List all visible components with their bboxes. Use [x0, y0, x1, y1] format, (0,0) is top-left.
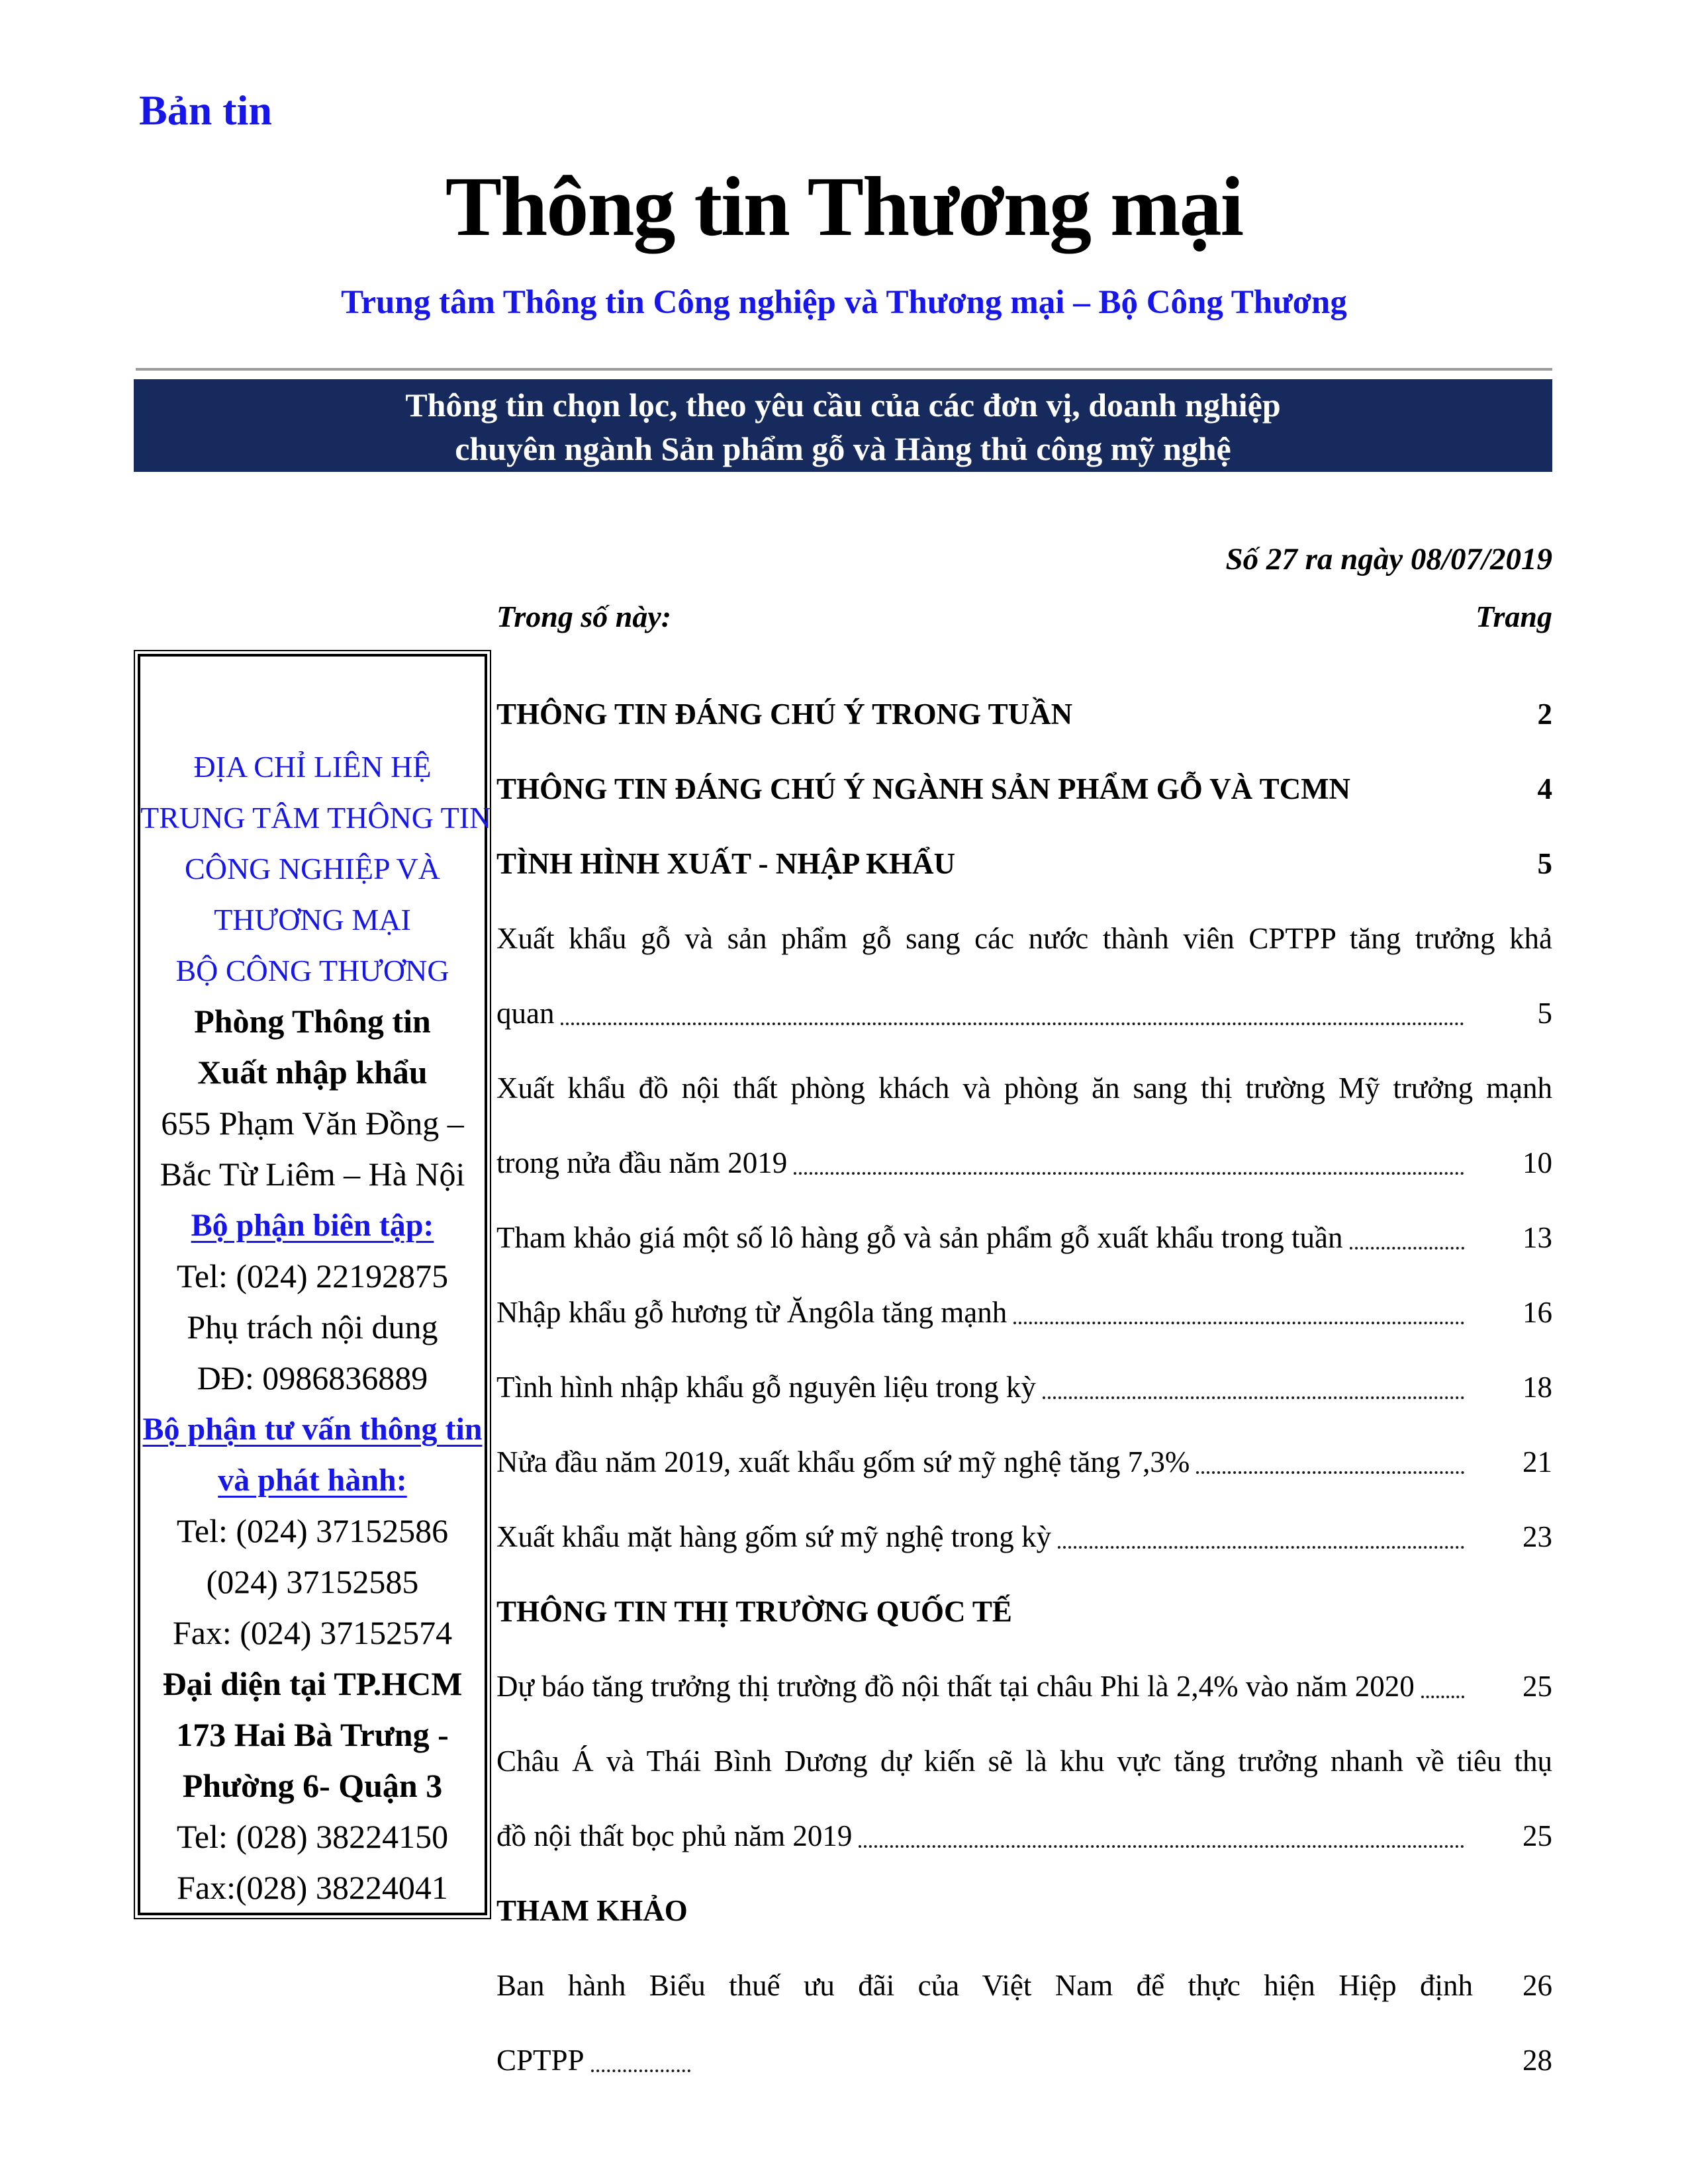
sidebar-line: Xuất nhập khẩu — [197, 1054, 428, 1091]
toc-page-number: 2 — [1537, 697, 1552, 731]
dot-leader — [561, 1001, 1464, 1025]
toc-row — [496, 1649, 1552, 1723]
toc-entry-text: Tham khảo giá một số lô hàng gỗ và sản phẩm gỗ xuất khẩu trong tuần — [496, 1220, 1343, 1254]
dot-leader — [1350, 1226, 1464, 1250]
toc-entry-text: Nửa đầu năm 2019, xuất khẩu gốm sứ mỹ nghệ tăng 7,3% — [496, 1445, 1190, 1479]
toc-label-row — [496, 599, 1552, 634]
dot-leader — [1043, 1375, 1464, 1399]
toc-row — [496, 901, 1552, 976]
page-title: Thông tin Thương mại — [445, 159, 1243, 253]
toc-entry-text: đồ nội thất bọc phủ năm 2019 — [496, 1819, 853, 1852]
toc-page-number: 26 — [1523, 1968, 1552, 2002]
sidebar-line: Phường 6- Quận 3 — [182, 1767, 443, 1804]
toc-row — [496, 751, 1552, 826]
toc-entry-text: THÔNG TIN ĐÁNG CHÚ Ý NGÀNH SẢN PHẨM GỖ VÀ TCMN — [496, 772, 1351, 805]
toc-page-number: 25 — [1523, 1669, 1552, 1703]
toc-row — [496, 676, 1552, 751]
toc-page-number: 10 — [1523, 1146, 1552, 1179]
sidebar-line: Bắc Từ Liêm – Hà Nội — [160, 1156, 465, 1193]
toc-row — [496, 1574, 1552, 1649]
toc-row — [496, 1723, 1552, 1798]
toc-row — [496, 1424, 1552, 1499]
toc-entry-text: Nhập khẩu gỗ hương từ Ăngôla tăng mạnh — [496, 1295, 1008, 1329]
toc-page-number: 13 — [1523, 1220, 1552, 1254]
toc-row — [496, 1125, 1552, 1200]
toc-row — [496, 1499, 1552, 1574]
sidebar-line: ĐỊA CHỈ LIÊN HỆ — [193, 750, 432, 784]
toc-entry-text: Ban hành Biểu thuế ưu đãi của Việt Nam để thực hiện Hiệp định — [496, 1968, 1473, 2002]
sidebar-line: (024) 37152585 — [206, 1563, 419, 1600]
toc-page-number: 4 — [1537, 772, 1552, 805]
toc-entry-text: trong nửa đầu năm 2019 — [496, 1146, 788, 1179]
sidebar-line: Tel: (024) 37152586 — [176, 1512, 449, 1549]
dot-leader — [1196, 1450, 1464, 1474]
toc-entry-text: Châu Á và Thái Bình Dương dự kiến sẽ là khu vực tăng trưởng nhanh về tiêu thụ — [496, 1744, 1552, 1778]
sidebar-lines — [140, 741, 492, 1913]
toc-row — [496, 976, 1552, 1050]
sidebar-line: DĐ: 0986836889 — [197, 1359, 428, 1396]
issue-number-line: Số 27 ra ngày 08/07/2019 — [1225, 542, 1552, 576]
toc-page-number: 23 — [1523, 1520, 1552, 1553]
toc-entry-text: THÔNG TIN ĐÁNG CHÚ Ý TRONG TUẦN — [496, 697, 1073, 731]
page-column-label: Trang — [1476, 600, 1552, 633]
toc-page-number: 5 — [1537, 846, 1552, 880]
dot-leader — [1013, 1300, 1464, 1324]
toc-page-number: 16 — [1523, 1295, 1552, 1329]
dot-leader — [859, 1824, 1464, 1848]
toc-row — [496, 1948, 1552, 2023]
toc-entry-text: Xuất khẩu đồ nội thất phòng khách và phòng ăn sang thị trường Mỹ trưởng mạnh — [496, 1071, 1552, 1105]
sidebar-line: 173 Hai Bà Trưng - — [176, 1716, 449, 1753]
sidebar-line: Bộ phận tư vấn thông tin — [142, 1412, 483, 1447]
table-of-contents — [496, 650, 1552, 2097]
toc-rows — [496, 676, 1552, 2097]
sidebar-line: THƯƠNG MẠI — [214, 903, 411, 936]
dot-leader — [591, 2048, 690, 2072]
sidebar-line: Phụ trách nội dung — [187, 1308, 438, 1345]
toc-entry-text: Xuất khẩu gỗ và sản phẩm gỗ sang các nước thành viên CPTPP tăng trưởng khả — [496, 921, 1552, 955]
sidebar-line: 655 Phạm Văn Đồng – — [161, 1105, 464, 1142]
page-subtitle: Trung tâm Thông tin Công nghiệp và Thương mại – Bộ Công Thương — [341, 284, 1347, 321]
toc-page-number: 25 — [1523, 1819, 1552, 1852]
toc-entry-text: Xuất khẩu mặt hàng gốm sứ mỹ nghệ trong kỳ — [496, 1520, 1052, 1553]
sidebar-line: Đại diện tại TP.HCM — [162, 1665, 463, 1702]
toc-row — [496, 1275, 1552, 1349]
banner-line-2: chuyên ngành Sản phẩm gỗ và Hàng thủ công mỹ nghệ — [455, 430, 1231, 467]
sidebar-line: Fax: (024) 37152574 — [172, 1614, 453, 1651]
toc-row — [496, 1873, 1552, 1948]
toc-page-number: 28 — [1523, 2043, 1552, 2077]
toc-row — [496, 826, 1552, 901]
toc-page-number: 21 — [1523, 1445, 1552, 1479]
toc-entry-text: Tình hình nhập khẩu gỗ nguyên liệu trong kỳ — [496, 1370, 1036, 1404]
contact-box — [134, 650, 491, 1919]
toc-entry-text: quan — [496, 996, 555, 1030]
banner-line-1: Thông tin chọn lọc, theo yêu cầu của các đơn vị, doanh nghiệp — [405, 387, 1281, 424]
dot-leader — [1421, 1674, 1464, 1698]
toc-page-number: 18 — [1523, 1370, 1552, 1404]
toc-row — [496, 1050, 1552, 1125]
toc-entry-text: Dự báo tăng trưởng thị trường đồ nội thất tại châu Phi là 2,4% vào năm 2020 — [496, 1669, 1415, 1703]
toc-heading-label: Trong số này: — [496, 600, 672, 633]
sidebar-line: Fax:(028) 38224041 — [177, 1869, 448, 1906]
toc-row — [496, 1200, 1552, 1275]
toc-entry-text: THÔNG TIN THỊ TRƯỜNG QUỐC TẾ — [496, 1594, 1012, 1628]
toc-entry-text: CPTPP — [496, 2043, 585, 2077]
page-kicker: Bản tin — [139, 87, 272, 134]
toc-page-number: 5 — [1537, 996, 1552, 1030]
sidebar-line: BỘ CÔNG THƯƠNG — [175, 954, 449, 987]
sidebar-line: Tel: (024) 22192875 — [176, 1257, 449, 1295]
toc-row — [496, 1798, 1552, 1873]
sidebar-line: Bộ phận biên tập: — [191, 1208, 434, 1243]
toc-row — [496, 1349, 1552, 1424]
sidebar-line: CÔNG NGHIỆP VÀ — [185, 852, 440, 886]
sidebar-line: và phát hành: — [218, 1463, 407, 1498]
sidebar-line: Tel: (028) 38224150 — [176, 1818, 449, 1855]
divider-rule — [136, 368, 1552, 371]
contact-box-inner — [138, 654, 492, 1915]
sidebar-line: Phòng Thông tin — [194, 1003, 431, 1040]
dot-leader — [1058, 1525, 1464, 1549]
dot-leader — [794, 1151, 1464, 1175]
sidebar-line: TRUNG TÂM THÔNG TIN — [140, 801, 492, 835]
toc-entry-text: TÌNH HÌNH XUẤT - NHẬP KHẨU — [496, 846, 955, 880]
toc-row — [496, 2023, 1552, 2097]
info-banner — [134, 379, 1552, 472]
toc-entry-text: THAM KHẢO — [496, 1893, 688, 1927]
